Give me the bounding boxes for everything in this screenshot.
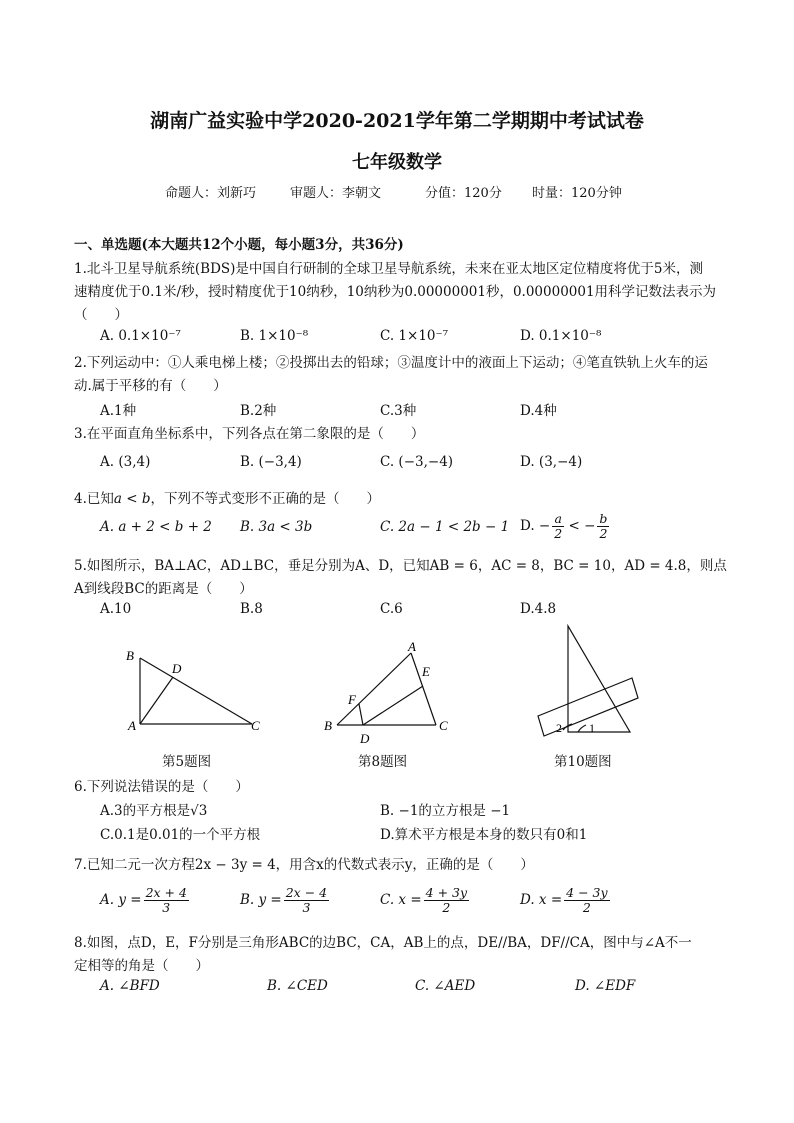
- figure-5-caption: 第5题图: [162, 754, 212, 770]
- q3-option-c: C. (−3,−4): [380, 454, 454, 470]
- fig10-ruler: [538, 678, 638, 736]
- q5-option-c: C.6: [380, 601, 403, 617]
- fig5-label-d: D: [172, 661, 182, 676]
- q7-option-d: [520, 886, 610, 915]
- fig10-angle-1-arc: [578, 725, 586, 732]
- q7-line1: 7.已知二元一次方程2x − 3y = 4，用含x的代数式表示y，正确的是（ ）: [74, 857, 534, 873]
- q3-option-d: D. (3,−4): [520, 454, 583, 470]
- fig8-label-a: A: [408, 639, 416, 654]
- q6-option-a: A.3的平方根是√3: [100, 803, 208, 819]
- q3-option-a: A. (3,4): [100, 454, 151, 470]
- fig5-label-c: C: [251, 718, 260, 733]
- fig5-label-a: A: [128, 718, 136, 733]
- fig8-segment-df: [359, 704, 363, 725]
- q1-line1: 1.北斗卫星导航系统(BDS)是中国自行研制的全球卫星导航系统，未来在亚太地区定位精度将优于5米，测: [74, 261, 703, 277]
- q4-option-b: B. 3a < 3b: [240, 519, 313, 535]
- q5-option-d: D.4.8: [520, 601, 557, 617]
- q7-d-pre: D. x =: [520, 892, 563, 908]
- q7-d-num: 4 − 3y: [566, 885, 608, 900]
- q4-d-den-2: 2: [599, 526, 608, 541]
- fig8-label-c: C: [439, 718, 448, 733]
- q6-option-c: C.0.1是0.01的一个平方根: [100, 827, 261, 843]
- q3-line1: 3.在平面直角坐标系中，下列各点在第二象限的是（ ）: [74, 426, 425, 442]
- q5-line1: 5.如图所示，BA⊥AC，AD⊥BC，垂足分别为A、D，已知AB = 6，AC = 8，BC = 10，AD = 4.8，则点: [74, 558, 727, 574]
- q7-a-num: 2x + 4: [145, 885, 187, 900]
- figure-10: [530, 620, 650, 740]
- figure-8: [318, 636, 458, 748]
- time-limit: 时量：120分钟: [532, 186, 622, 201]
- q1-option-d: D. 0.1×10⁻⁸: [520, 328, 602, 344]
- q1-line2: 速精度优于0.1米/秒，授时精度优于10纳秒，10纳秒为0.00000001秒，0.00000001用科学记数法表示为: [74, 284, 717, 300]
- q2-option-b: B.2种: [240, 403, 277, 419]
- q7-option-a: [100, 886, 189, 915]
- proposer: 命题人：刘新巧: [165, 186, 257, 201]
- q4-d-den-1: 2: [554, 526, 563, 541]
- q4-stem: [74, 487, 380, 507]
- q4-option-c: C. 2a − 1 < 2b − 1: [380, 519, 510, 535]
- q4-d-pre: D. −: [520, 518, 551, 534]
- q7-b-den: 3: [302, 900, 311, 915]
- q5-line2: A到线段BC的距离是（ ）: [74, 581, 253, 597]
- q7-b-pre: B. y =: [240, 892, 282, 908]
- q8-option-d: D. ∠EDF: [575, 978, 636, 994]
- section-heading: 一、单选题(本大题共12个小题，每小题3分，共36分): [74, 237, 404, 253]
- q4-stem-post: ，下列不等式变形不正确的是（ ）: [150, 491, 380, 507]
- q7-c-num: 4 + 3y: [425, 885, 468, 900]
- q7-option-b: [240, 886, 329, 915]
- score: 分值：120分: [425, 186, 502, 201]
- q6-option-b: B. −1的立方根是 −1: [380, 803, 511, 819]
- q4-d-lt: < −: [568, 518, 596, 534]
- q4-d-a: a: [552, 512, 564, 527]
- fig5-altitude-ad: [140, 677, 173, 724]
- fig8-label-f: F: [348, 692, 356, 707]
- q5-option-b: B.8: [240, 601, 263, 617]
- q6-option-d: D.算术平方根是本身的数只有0和1: [380, 827, 588, 843]
- q1-option-b: B. 1×10⁻⁸: [240, 328, 309, 344]
- exam-subtitle: 七年级数学: [352, 152, 442, 173]
- q7-a-pre: A. y =: [100, 892, 142, 908]
- q7-d-den: 2: [582, 900, 591, 915]
- q1-option-c: C. 1×10⁻⁷: [380, 328, 449, 344]
- fig8-segment-de: [363, 686, 423, 725]
- q2-option-c: C.3种: [380, 403, 417, 419]
- q4-stem-cond: a < b: [113, 491, 151, 507]
- q4-option-d: [520, 512, 609, 541]
- q5-option-a: A.10: [100, 601, 132, 617]
- q7-c-pre: C. x =: [380, 892, 422, 908]
- fig5-side-bc: [140, 658, 252, 724]
- q7-b-frac: [284, 886, 329, 915]
- fig8-label-b: B: [324, 718, 332, 733]
- q7-option-c: [380, 886, 469, 915]
- q4-option-a: A. a + 2 < b + 2: [100, 519, 212, 535]
- q1-option-a: A. 0.1×10⁻⁷: [100, 328, 181, 344]
- q4-stem-pre: 4.已知: [74, 491, 114, 507]
- fig8-label-e: E: [422, 664, 430, 679]
- q3-option-b: B. (−3,4): [240, 454, 302, 470]
- q4-d-frac-a: [552, 512, 564, 541]
- q8-line1: 8.如图，点D，E，F分别是三角形ABC的边BC，CA，AB上的点，DE//BA，DF//CA，图中与∠A不一: [74, 935, 692, 951]
- figure-8-caption: 第8题图: [358, 754, 408, 770]
- q2-option-a: A.1种: [100, 403, 137, 419]
- reviewer: 审题人：李朝文: [290, 186, 382, 201]
- q7-c-den: 2: [442, 900, 451, 915]
- fig5-label-b: B: [126, 648, 134, 663]
- q7-b-num: 2x − 4: [285, 885, 328, 900]
- q8-option-a: A. ∠BFD: [100, 978, 160, 994]
- q1-line3: （ ）: [74, 307, 128, 323]
- figure-5: [120, 640, 270, 740]
- q2-line2: 动.属于平移的有（ ）: [74, 378, 227, 394]
- q7-c-frac: [424, 886, 469, 915]
- q7-d-frac: [564, 886, 609, 915]
- q8-option-c: C. ∠AED: [415, 978, 476, 994]
- fig10-label-1: 1: [589, 721, 595, 735]
- q8-line2: 定相等的角是（ ）: [74, 958, 209, 974]
- q4-d-b: b: [599, 511, 608, 526]
- q7-a-den: 3: [162, 900, 171, 915]
- exam-title: 湖南广益实验中学2020-2021学年第二学期期中考试试卷: [150, 110, 644, 132]
- figure-10-caption: 第10题图: [554, 754, 612, 770]
- q7-a-frac: [144, 886, 189, 915]
- fig10-label-2: 2: [556, 721, 562, 735]
- q6-line1: 6.下列说法错误的是（ ）: [74, 779, 249, 795]
- fig8-label-d: D: [360, 731, 370, 746]
- q2-line1: 2.下列运动中：①人乘电梯上楼；②投掷出去的铅球；③温度计中的液面上下运动；④笔直铁轨上火车的运: [74, 355, 708, 371]
- fig8-side-ab: [337, 653, 411, 725]
- q2-option-d: D.4种: [520, 403, 557, 419]
- fig10-triangle: [568, 626, 630, 732]
- q4-d-frac-b: [597, 512, 609, 541]
- q8-option-b: B. ∠CED: [267, 978, 328, 994]
